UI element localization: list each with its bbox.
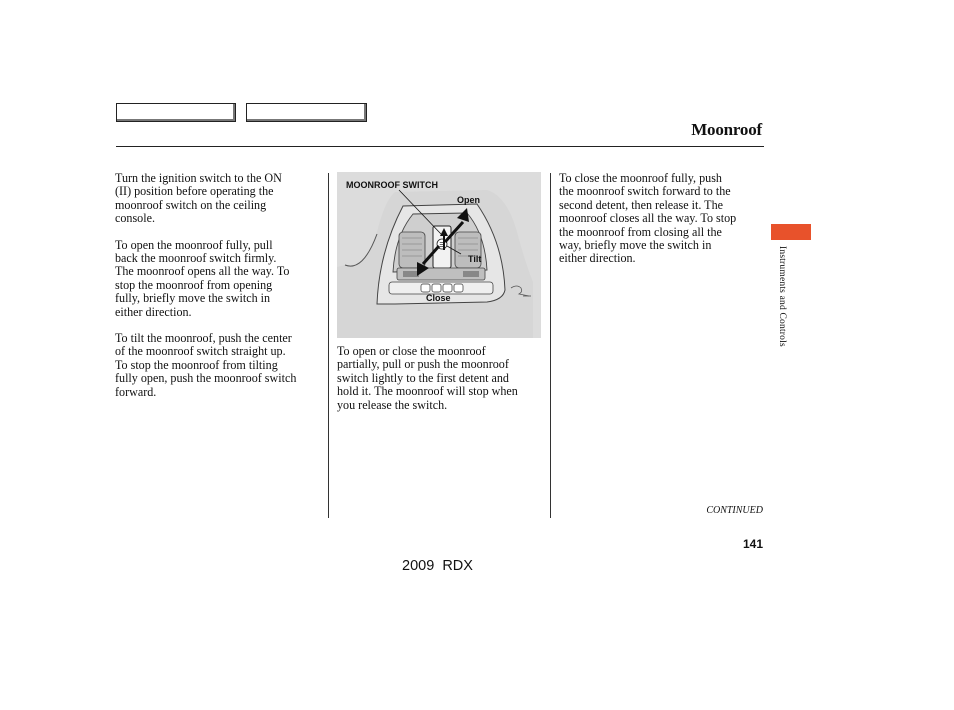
paragraph-open-fully: To open the moonroof fully, pull back the moonroof switch firmly. The moonroof opens all the way. To stop the moonroof from opening fully, briefly move the switch in either direction. [115, 237, 290, 319]
page-number: 141 [742, 537, 763, 551]
section-tab-label: Instruments and Controls [777, 246, 787, 347]
svg-text:☰: ☰ [439, 243, 445, 249]
right-column [559, 172, 765, 279]
middle-column [337, 345, 543, 425]
paragraph-ignition: Turn the ignition switch to the ON (II) position before operating the moonroof switch on the ceiling console. [115, 171, 282, 226]
paragraph-tilt: To tilt the moonroof, push the center of the moonroof switch straight up. To stop the moonroof from tilting fully open, push the moonroof switch forward. [115, 331, 297, 399]
figure-label-open: Open [457, 195, 481, 205]
left-column [115, 172, 323, 412]
figure-label-tilt: Tilt [468, 254, 482, 264]
paragraph-close-fully: To close the moonroof fully, push the moonroof switch forward to the second detent, then release it. The moonroof closes all the way. To stop the moonroof from closing all the way, briefly move the switch in either direction. [559, 171, 737, 266]
nav-button-previous[interactable] [116, 103, 236, 122]
title-divider [116, 146, 764, 147]
figure-title: MOONROOF SWITCH [346, 180, 438, 190]
moonroof-switch-figure [337, 172, 541, 338]
footer-model: 2009 RDX [402, 558, 473, 574]
moonroof-switch-illustration [337, 172, 541, 338]
figure-label-close: Close [426, 293, 451, 303]
column-divider [328, 173, 329, 518]
page-title: Moonroof [691, 120, 762, 139]
continued-note: CONTINUED [706, 505, 763, 516]
section-tab-marker [771, 224, 811, 240]
nav-button-contents[interactable] [246, 103, 367, 122]
paragraph-partial: To open or close the moonroof partially, pull or push the moonroof switch lightly to the first detent and hold it. The moonroof will stop when you release the switch. [337, 344, 518, 412]
column-divider [550, 173, 551, 518]
